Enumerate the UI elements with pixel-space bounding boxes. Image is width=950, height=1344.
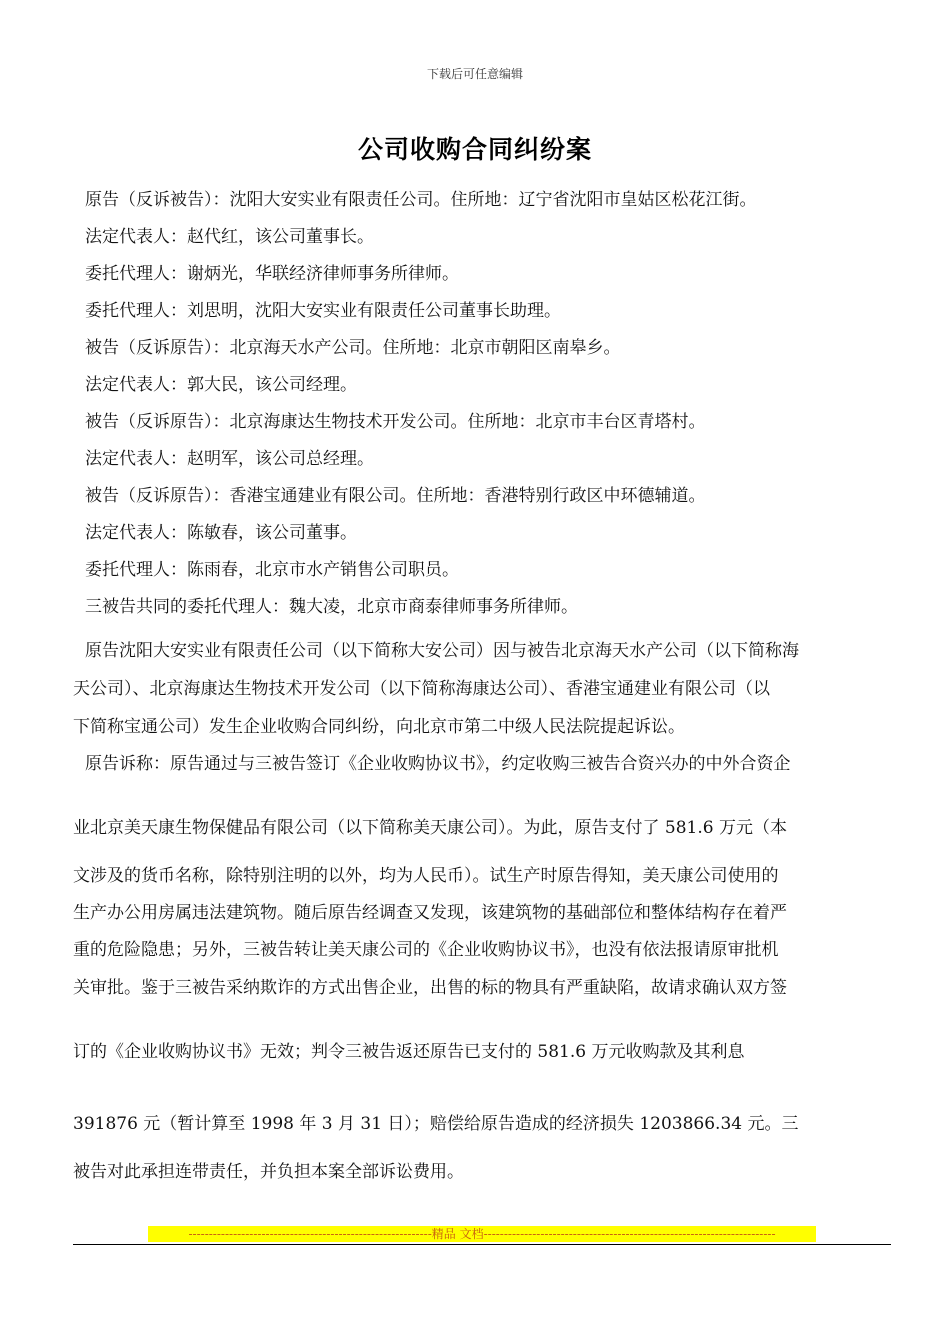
party-line: 被告（反诉原告）：北京海天水产公司。住所地：北京市朝阳区南皋乡。: [85, 338, 621, 358]
claim-line: 被告对此承担连带责任，并负担本案全部诉讼费用。: [73, 1162, 464, 1182]
intro-line: 天公司）、北京海康达生物技术开发公司（以下简称海康达公司）、香港宝通建业有限公司（以: [73, 679, 770, 699]
header-note: 下载后可任意编辑: [426, 67, 523, 81]
party-line: 原告（反诉被告）：沈阳大安实业有限责任公司。住所地：辽宁省沈阳市皇姑区松花江街。: [85, 190, 757, 210]
claim-line: 重的危险隐患；另外，三被告转让美天康公司的《企业收购协议书》，也没有依法报请原审批机: [73, 940, 779, 960]
footer-watermark-band: [148, 1226, 816, 1242]
party-line: 法定代表人：赵明军，该公司总经理。: [85, 449, 374, 469]
footer-left-dashes: ------------------------------------------------------------: [188, 1227, 432, 1241]
party-line: 三被告共同的委托代理人：魏大凌，北京市商泰律师事务所律师。: [85, 597, 578, 617]
intro-line: 下简称宝通公司）发生企业收购合同纠纷，向北京市第二中级人民法院提起诉讼。: [73, 717, 685, 737]
party-line: 法定代表人：郭大民，该公司经理。: [85, 375, 357, 395]
party-line: 委托代理人：谢炳光，华联经济律师事务所律师。: [85, 264, 459, 284]
claim-line: 生产办公用房属违法建筑物。随后原告经调查又发现，该建筑物的基础部位和整体结构存在着严: [73, 903, 787, 923]
party-line: 委托代理人：刘思明，沈阳大安实业有限责任公司董事长助理。: [85, 301, 561, 321]
party-line: 法定代表人：赵代红，该公司董事长。: [85, 227, 374, 247]
party-line: 被告（反诉原告）：香港宝通建业有限公司。住所地：香港特别行政区中环德辅道。: [85, 486, 706, 506]
claim-line: 关审批。鉴于三被告采纳欺诈的方式出售企业，出售的标的物具有严重缺陷，故请求确认双方签: [73, 978, 787, 998]
claim-line: 391876 元（暂计算至 1998 年 3 月 31 日）；赔偿给原告造成的经济损失 1203866.34 元。三: [73, 1114, 799, 1134]
footer-right-dashes: ------------------------------------------------------------------------: [483, 1227, 776, 1241]
claim-line: 文涉及的货币名称，除特别注明的以外，均为人民币）。试生产时原告得知，美天康公司使用的: [73, 866, 779, 886]
party-line: 委托代理人：陈雨春，北京市水产销售公司职员。: [85, 560, 459, 580]
document-title: 公司收购合同纠纷案: [357, 135, 592, 164]
party-line: 被告（反诉原告）：北京海康达生物技术开发公司。住所地：北京市丰台区青塔村。: [85, 412, 706, 432]
party-line: 法定代表人：陈敏春，该公司董事。: [85, 523, 357, 543]
claim-line: 原告诉称：原告通过与三被告签订《企业收购协议书》，约定收购三被告合资兴办的中外合资企: [85, 754, 791, 774]
intro-line: 原告沈阳大安实业有限责任公司（以下简称大安公司）因与被告北京海天水产公司（以下简称海: [85, 641, 799, 661]
claim-line: 业北京美天康生物保健品有限公司（以下简称美天康公司）。为此，原告支付了 581.6 万元（本: [73, 818, 787, 838]
footer-rule: [73, 1244, 891, 1245]
claim-line: 订的《企业收购协议书》无效；判令三被告返还原告已支付的 581.6 万元收购款及其利息: [73, 1042, 745, 1062]
footer-label: 精品 文档: [431, 1227, 484, 1241]
